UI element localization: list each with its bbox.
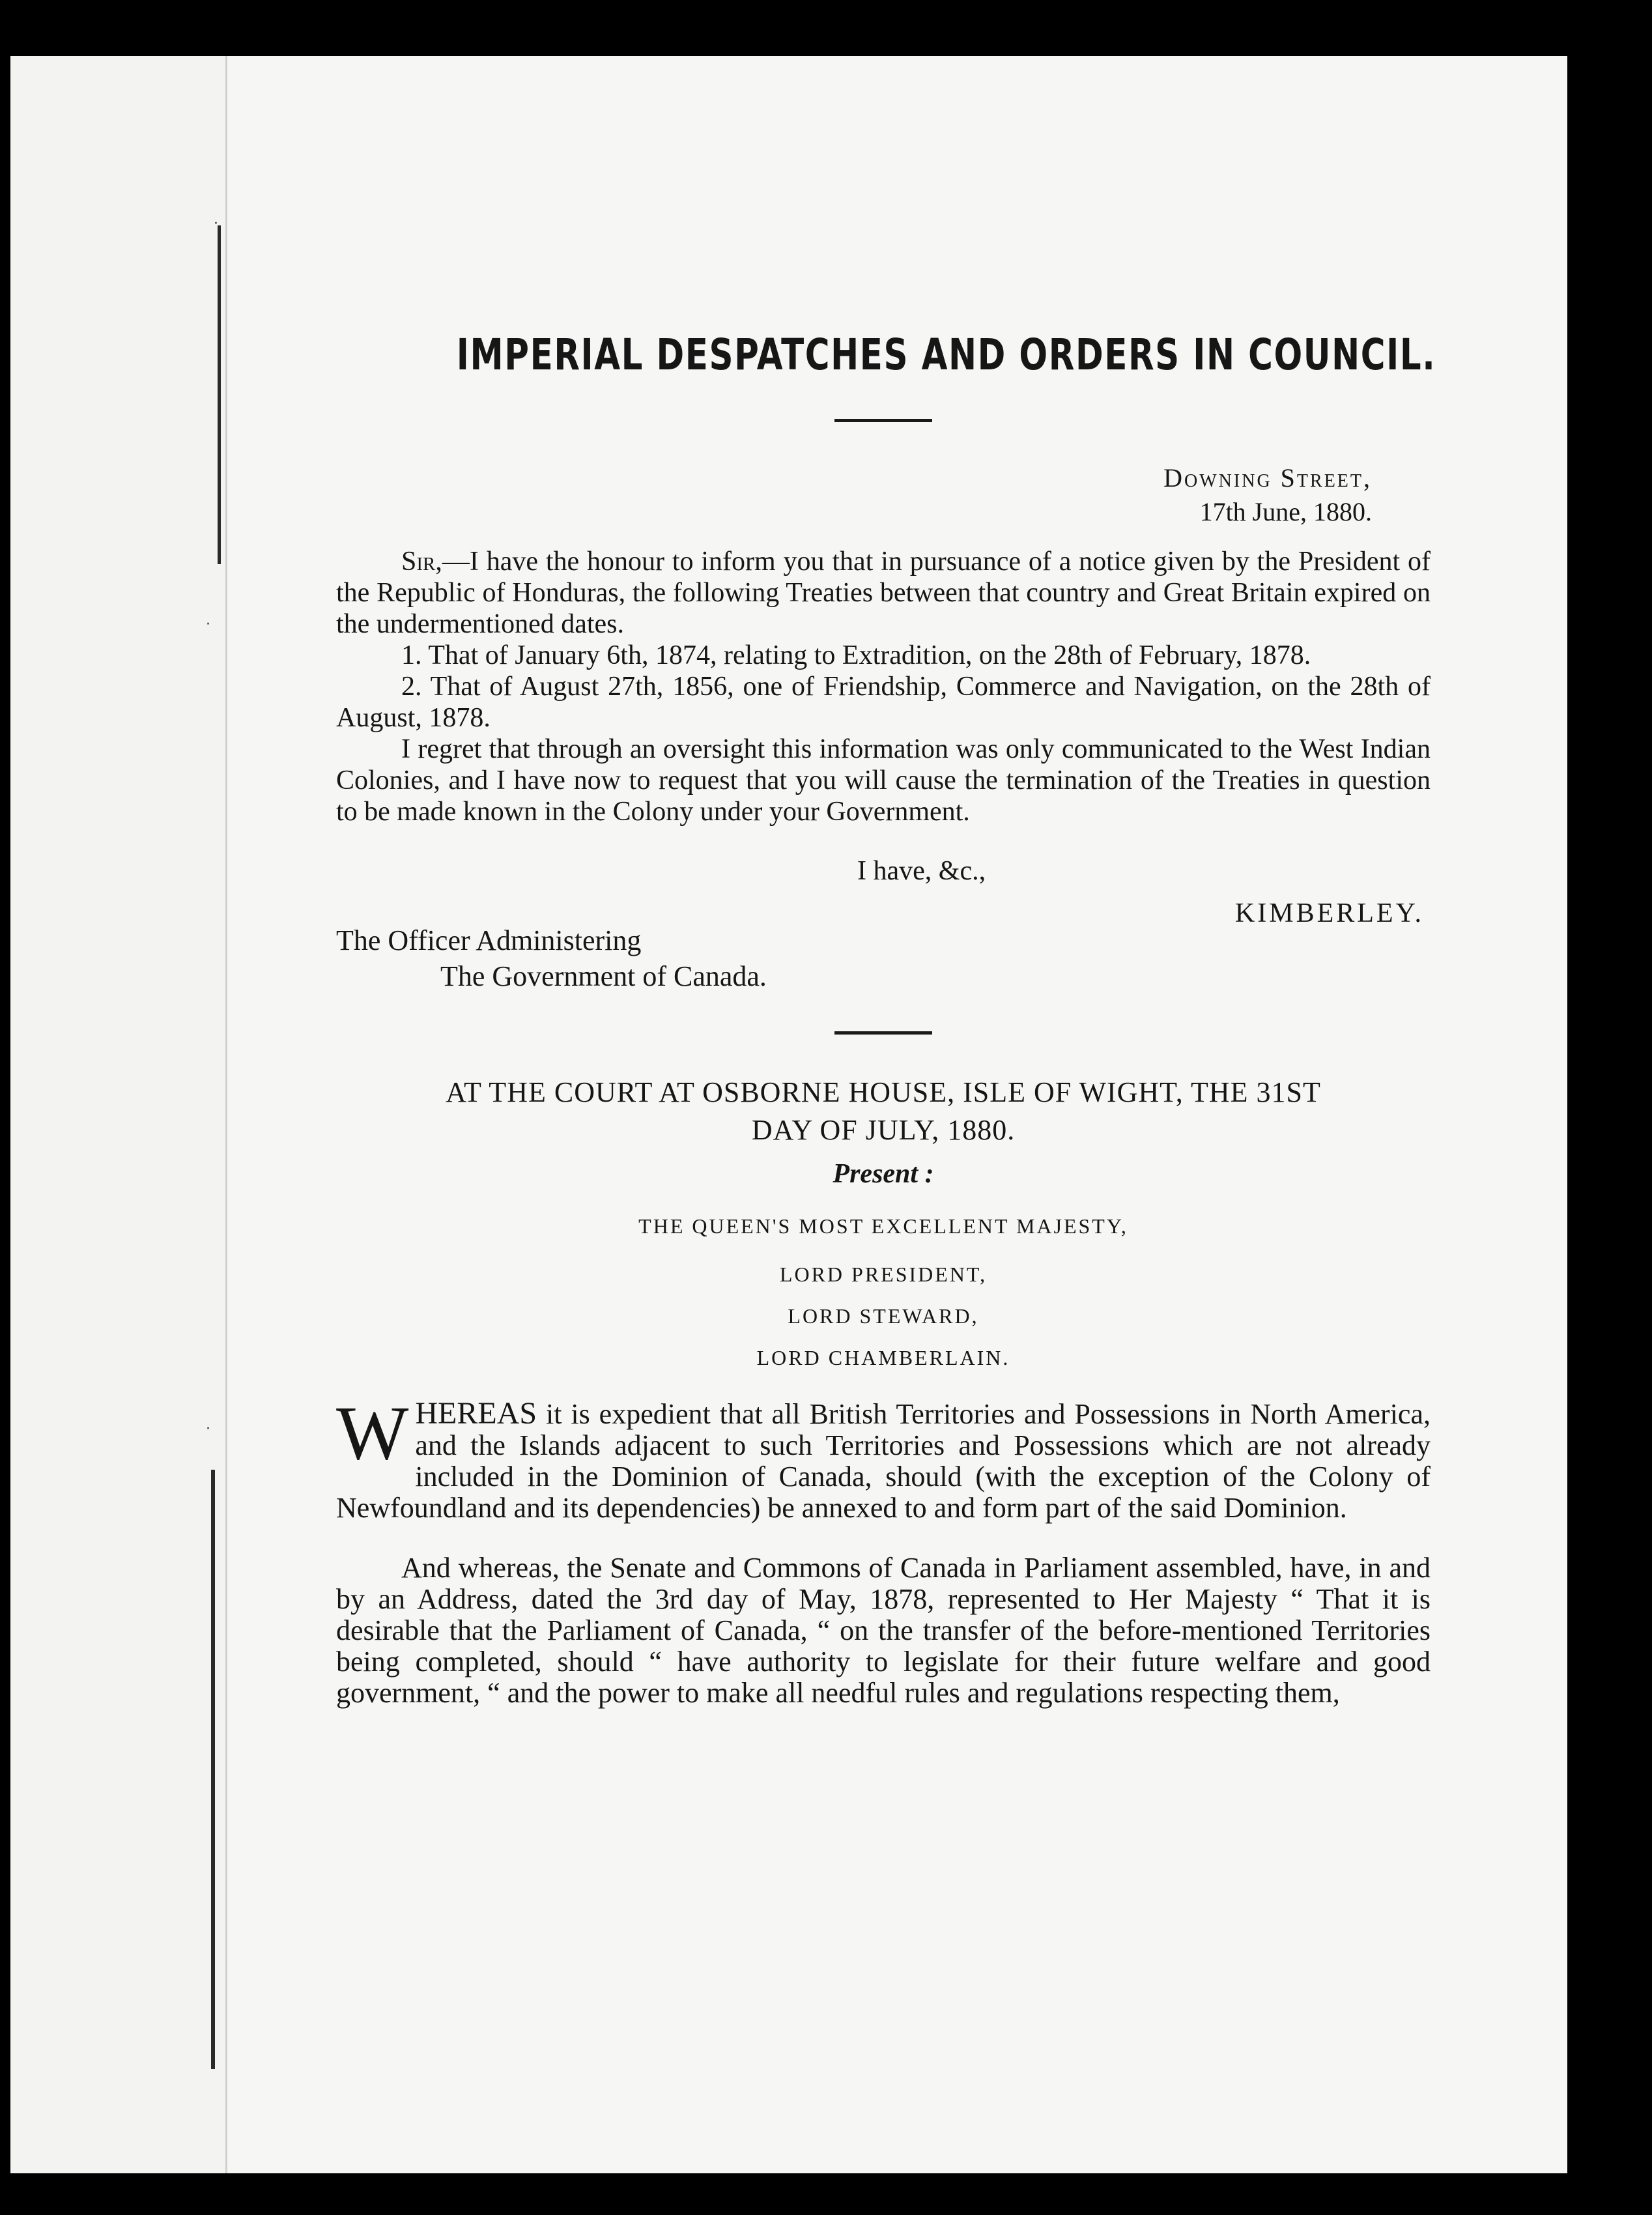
closing: I have, &c., [857, 856, 986, 886]
document-page [10, 56, 1567, 2173]
binding-mark: · [206, 616, 210, 633]
dateline [336, 461, 1431, 529]
whereas-text: it is expedient that all British Territories and Possessions in North America, and the Islands adjacent to such Territories and Possessions which are not already included in the Dominion of Canada, should (with the exception of the Colony of Newfoundland and its dependencies) be annexed to and form part of the said Dominion. [336, 1398, 1431, 1524]
addressee-line-2: The Government of Canada. [440, 960, 767, 992]
despatch-p1: —I have the honour to inform you that in pursuance of a notice given by the President of the Republic of Honduras, the following Treaties between that country and Great Britain expired on the undermentioned dates. [336, 547, 1431, 639]
despatch-paragraph [336, 546, 1431, 640]
attendees-list [336, 1205, 1431, 1379]
section-divider [834, 419, 932, 422]
order-paragraph-2: And whereas, the Senate and Commons of Canada in Parliament assembled, have, in and by an Address, dated the 3rd day of May, 1878, represented to Her Majesty “ That it is desirable that the Parliament of Canada, “ on the transfer of the before-mentioned Territories being completed, should “ have authority to legislate for their future welfare and good government, “ and the power to make all needful rules and regulations respecting them, [336, 1552, 1431, 1709]
binding-thread [218, 225, 221, 564]
attendee: LORD STEWARD, [788, 1304, 979, 1328]
salutation: Sir, [401, 547, 442, 577]
present-label: Present : [833, 1159, 934, 1189]
section-divider [834, 1031, 932, 1035]
page-title: IMPERIAL DESPATCHES AND ORDERS IN COUNCIL. [456, 330, 1436, 380]
signature-block [336, 898, 1431, 995]
despatch-item-2: 2. That of August 27th, 1856, one of Friendship, Commerce and Navigation, on the 28th of August, 1878. [336, 672, 1431, 733]
despatch-item-1: 1. That of January 6th, 1874, relating to Extradition, on the 28th of February, 1878. [401, 640, 1311, 670]
addressee-line-1: The Officer Administering [336, 924, 642, 956]
order-heading-line-2: DAY OF JULY, 1880. [751, 1114, 1016, 1146]
whereas-paragraph [336, 1390, 1431, 1524]
order-heading [336, 1074, 1431, 1149]
whereas-lead: HEREAS [415, 1396, 537, 1431]
attendee: LORD CHAMBERLAIN. [756, 1346, 1010, 1369]
binding-gutter [10, 56, 227, 2173]
binding-mark: · [206, 1421, 210, 1437]
dateline-date: 17th June, 1880. [1199, 497, 1372, 526]
dateline-street: Downing Street, [1163, 463, 1372, 493]
document-content [336, 330, 1436, 1709]
signer: KIMBERLEY. [1234, 898, 1424, 928]
attendee: LORD PRESIDENT, [779, 1263, 988, 1286]
binding-mark: · [214, 216, 218, 232]
binding-thread [211, 1470, 215, 2069]
order-heading-line-1: AT THE COURT AT OSBORNE HOUSE, ISLE OF WIGHT, THE 31ST [446, 1076, 1321, 1108]
attendee: THE QUEEN'S MOST EXCELLENT MAJESTY, [638, 1214, 1128, 1238]
drop-cap: W [336, 1390, 409, 1476]
despatch-paragraph-regret: I regret that through an oversight this information was only communicated to the West Indian Colonies, and I have now to request that you will cause the termination of the Treaties in question to be made known in the Colony under your Government. [336, 734, 1431, 827]
